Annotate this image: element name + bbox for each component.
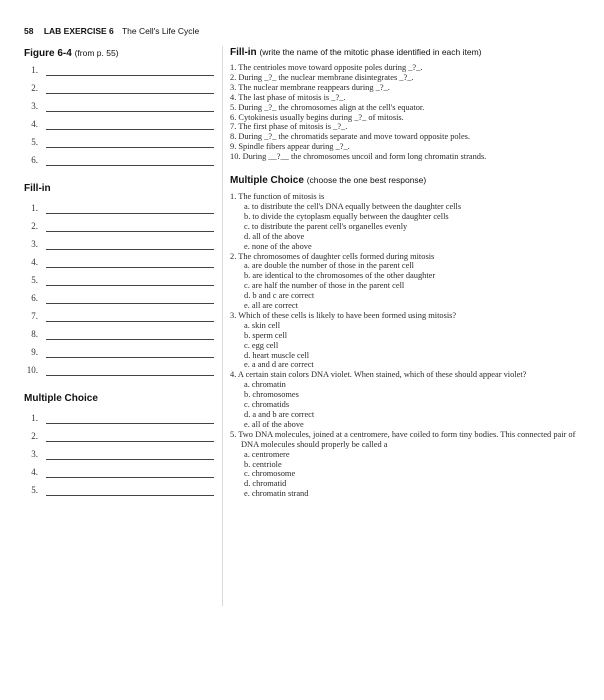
mc-option: e. all of the above (244, 419, 304, 429)
fillin-note: (write the name of the mitotic phase identified in each item) (259, 47, 482, 57)
answer-row (24, 97, 214, 115)
figure-answer-list (24, 61, 214, 169)
fillin-question: 1. The centrioles move toward opposite poles during _?_. (230, 63, 423, 72)
answer-row (24, 271, 214, 289)
answer-number: 1. (31, 65, 38, 75)
answer-blank-line[interactable] (46, 477, 214, 478)
answer-row (24, 217, 214, 235)
answer-row (24, 445, 214, 463)
mc-question-text: 2. The chromosomes of daughter cells formed during mitosis (230, 251, 435, 261)
mc-option: d. a and b are correct (244, 410, 315, 419)
answer-number: 1. (31, 413, 38, 423)
answer-number: 2. (31, 83, 38, 93)
exercise-label: LAB EXERCISE 6 (43, 26, 114, 36)
fillin-question: 4. The last phase of mitosis is _?_. (230, 92, 346, 102)
mc-questions-title (230, 176, 580, 190)
answer-blank-line[interactable] (46, 441, 214, 442)
answer-blank-line[interactable] (46, 495, 214, 496)
fillin-question: 9. Spindle fibers appear during _?_. (230, 142, 350, 152)
mc-option: d. heart muscle cell (244, 350, 310, 360)
answer-blank-line[interactable] (46, 129, 214, 130)
figure-note: (from p. 55) (74, 48, 119, 58)
mc-question (230, 252, 580, 311)
mc-option: d. chromatid (244, 479, 287, 489)
mc-option: c. to distribute the parent cell's organelles evenly (244, 221, 408, 231)
answer-row (24, 481, 214, 499)
mc-option: e. all are correct (244, 301, 298, 311)
fillin-question: 5. During _?_ the chromosomes align at the cell's equator. (230, 102, 425, 112)
mc-option: d. all of the above (244, 231, 305, 241)
mc-option: e. chromatin strand (244, 489, 309, 499)
mc-option: e. none of the above (244, 241, 312, 251)
mc-question-text: 4. A certain stain colors DNA violet. When stained, which of these should appear violet? (230, 370, 527, 380)
answer-number: 2. (31, 221, 38, 231)
mc-answer-list (24, 409, 214, 499)
mc-option: a. skin cell (244, 320, 281, 330)
mc-question-list (230, 192, 580, 499)
fillin-question: 7. The first phase of mitosis is _?_. (230, 122, 348, 132)
mc-option: b. are identical to the chromosomes of the other daughter (244, 271, 436, 281)
answer-number: 3. (31, 449, 38, 459)
answer-row (24, 427, 214, 445)
answer-blank-line[interactable] (46, 147, 214, 148)
question-column (230, 48, 580, 499)
mc-option: c. chromatids (244, 400, 290, 410)
mc-option: b. chromosomes (244, 390, 299, 400)
mc-option: a. chromatin (244, 380, 286, 390)
mc-question (230, 430, 580, 499)
answer-blank-line[interactable] (46, 423, 214, 424)
answer-blank-line[interactable] (46, 165, 214, 166)
column-divider (222, 46, 223, 606)
answer-number: 6. (31, 155, 38, 165)
answer-blank-line[interactable] (46, 111, 214, 112)
fillin-title: Fill-in (230, 47, 257, 58)
page-header (24, 26, 199, 36)
mc-option: b. sperm cell (244, 330, 288, 340)
answer-number: 10. (26, 365, 38, 375)
fillin-question: 10. During __?__ the chromosomes uncoil and form long chromatin strands. (230, 152, 487, 162)
answer-row (24, 115, 214, 133)
answer-number: 9. (31, 347, 38, 357)
answer-number: 5. (31, 137, 38, 147)
answer-blank-line[interactable] (46, 213, 214, 214)
answer-row (24, 289, 214, 307)
answer-number: 5. (31, 275, 38, 285)
answer-row (24, 253, 214, 271)
fillin-questions-title (230, 48, 580, 61)
answer-column (24, 48, 214, 499)
answer-row (24, 235, 214, 253)
answer-blank-line[interactable] (46, 303, 214, 304)
answer-row (24, 307, 214, 325)
mc-option: a. to distribute the cell's DNA equally between the daughter cells (244, 201, 462, 211)
mc-question (230, 370, 580, 429)
page-number: 58 (24, 26, 34, 36)
fillin-question: 3. The nuclear membrane reappears during _?_. (230, 82, 390, 92)
mc-option: c. are half the number of those in the parent cell (244, 281, 405, 291)
fillin-question-list (230, 63, 580, 162)
answer-number: 5. (31, 485, 38, 495)
mc-option: c. chromosome (244, 469, 296, 479)
mc-option: b. to divide the cytoplasm equally between the daughter cells (244, 211, 449, 221)
answer-row (24, 61, 214, 79)
mc-title: Multiple Choice (230, 175, 304, 187)
answer-blank-line[interactable] (46, 375, 214, 376)
answer-number: 4. (31, 257, 38, 267)
figure-section-title (24, 48, 214, 61)
answer-number: 8. (31, 329, 38, 339)
answer-row (24, 133, 214, 151)
fillin-question: 6. Cytokinesis usually begins during _?_ of mitosis. (230, 112, 404, 122)
answer-row (24, 151, 214, 169)
answer-number: 1. (31, 203, 38, 213)
answer-row (24, 325, 214, 343)
answer-blank-line[interactable] (46, 75, 214, 76)
mc-question-text: 1. The function of mitosis is (230, 192, 325, 202)
answer-blank-line[interactable] (46, 249, 214, 250)
answer-row (24, 199, 214, 217)
answer-number: 3. (31, 101, 38, 111)
mc-question (230, 311, 580, 370)
mc-answers-title: Multiple Choice (24, 393, 98, 404)
answer-blank-line[interactable] (46, 267, 214, 268)
answer-row (24, 343, 214, 361)
fillin-answers-title: Fill-in (24, 183, 51, 194)
answer-row (24, 79, 214, 97)
mc-option: a. are double the number of those in the parent cell (244, 261, 414, 271)
answer-number: 7. (31, 311, 38, 321)
fillin-question: 8. During _?_ the chromatids separate and move toward opposite poles. (230, 132, 471, 142)
exercise-subtitle: The Cell's Life Cycle (121, 26, 200, 36)
mc-option: c. egg cell (244, 340, 279, 350)
mc-option: a. centromere (244, 449, 290, 459)
answer-row (24, 361, 214, 379)
answer-number: 6. (31, 293, 38, 303)
answer-number: 4. (31, 467, 38, 477)
answer-blank-line[interactable] (46, 231, 214, 232)
answer-blank-line[interactable] (46, 459, 214, 460)
fillin-question: 2. During _?_ the nuclear membrane disintegrates _?_. (230, 72, 414, 82)
mc-option: b. centriole (244, 459, 282, 469)
mc-note: (choose the one best response) (306, 175, 427, 186)
mc-option: e. a and d are correct (244, 360, 314, 370)
answer-blank-line[interactable] (46, 321, 214, 322)
answer-number: 3. (31, 239, 38, 249)
fillin-answer-list (24, 199, 214, 379)
answer-row (24, 409, 214, 427)
mc-question (230, 192, 580, 251)
mc-question-text: 3. Which of these cells is likely to have been formed using mitosis? (230, 310, 457, 320)
answer-blank-line[interactable] (46, 357, 214, 358)
answer-row (24, 463, 214, 481)
answer-blank-line[interactable] (46, 339, 214, 340)
answer-number: 4. (31, 119, 38, 129)
mc-option: d. b and c are correct (244, 291, 315, 301)
answer-blank-line[interactable] (46, 93, 214, 94)
answer-blank-line[interactable] (46, 285, 214, 286)
mc-question-text: 5. Two DNA molecules, joined at a centromere, have coiled to form tiny bodies. This connected pair of DNA molecules should properly be called a (230, 429, 576, 449)
answer-number: 2. (31, 431, 38, 441)
figure-title: Figure 6-4 (24, 48, 72, 59)
